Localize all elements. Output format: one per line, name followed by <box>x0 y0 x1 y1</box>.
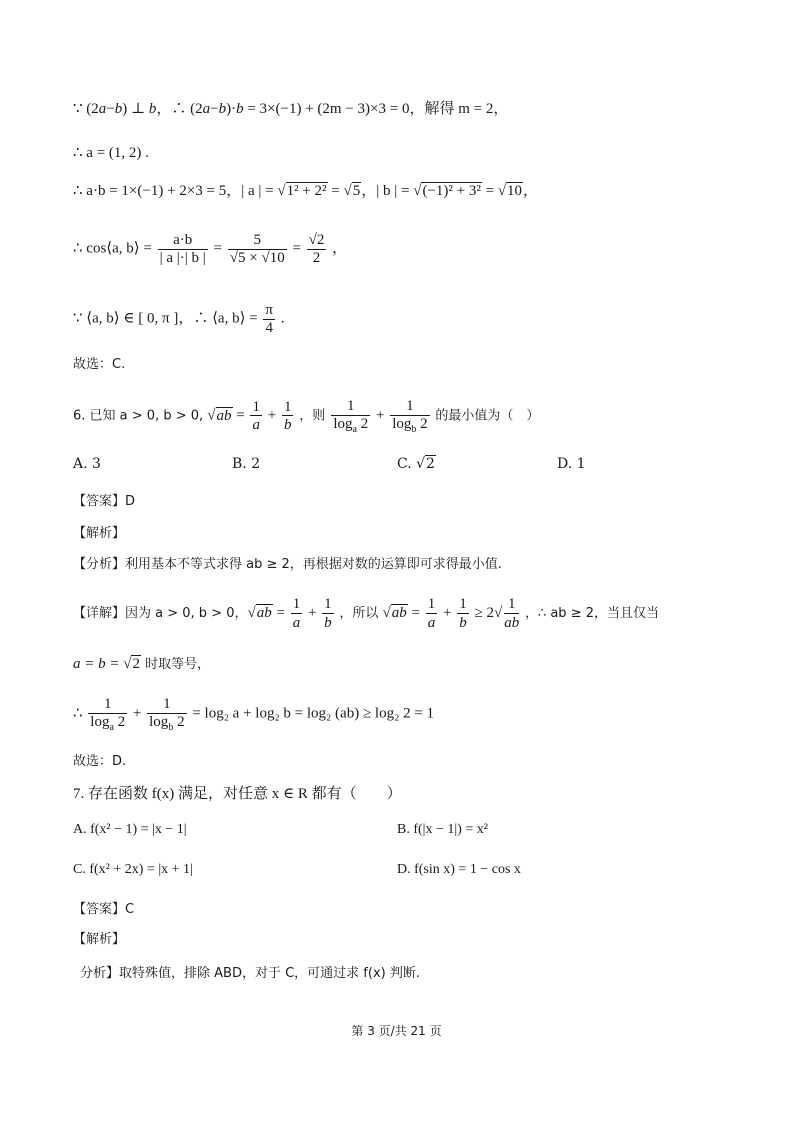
answer-7: 【答案】C <box>73 902 135 917</box>
detail-solution-6-log: ∴ $\frac{1}{\log_a 2}$ + $\frac{1}{\log_b 2}$ = log₂ a + log₂ b = log₂ (ab) ≥ log₂ 2 = 1 <box>73 696 435 733</box>
page-footer: 第 3 页/共 21 页 <box>351 1024 442 1038</box>
question-6: 6. 已知 a > 0, b > 0, √ab = $\frac{1}{a}$ + $\frac{1}{b}$ ，则 $\frac{1}{\log_a 2}$ + $\frac{1}{\log_b 2}$ 的最小值为（ ） <box>73 398 540 435</box>
q6-option-b: B. 2 <box>232 456 261 472</box>
answer-select-5: 故选：C. <box>73 357 126 372</box>
answer-select-6: 故选：D. <box>73 754 127 769</box>
q6-option-c: C. √2 <box>397 456 435 472</box>
solution-line-dot-product: ∴ a·b = 1×(−1) + 2×3 = 5，| a | = √1² + 2² = √5，| b | = √(−1)² + 3² = √10， <box>73 183 539 199</box>
analysis-summary-7: 分析】取特殊值，排除 ABD，对于 C，可通过求 f(x) 判断. <box>80 966 420 981</box>
q7-option-b: B. f(|x − 1|) = x² <box>397 822 488 837</box>
analysis-summary-6: 【分析】利用基本不等式求得 ab ≥ 2，再根据对数的运算即可求得最小值. <box>73 557 502 572</box>
question-7: 7. 存在函数 f(x) 满足，对任意 x ∈ R 都有（ ） <box>73 786 402 802</box>
solution-line-cosine: ∴ cos⟨a, b⟩ = $\frac{a\cdot b}{| a |\cdot| b |}$ = $\frac{5}{√5 \times √10}$ = $\frac{√2}{2}$ ， <box>73 232 348 266</box>
detail-solution-6-equality: a = b = √2 时取等号， <box>73 656 211 672</box>
detail-solution-6: 【详解】因为 a > 0, b > 0，√ab = $\frac{1}{a}$ + $\frac{1}{b}$ ，所以 √ab = $\frac{1}{a}$ + $\frac{1}{b} \ge 2√$ $\frac{1}{ab}$ ，∴ ab ≥ 2，当且仅当 <box>73 596 659 631</box>
q6-option-d: D. 1 <box>557 456 586 472</box>
analysis-heading-6: 【解析】 <box>73 526 126 541</box>
answer-6: 【答案】D <box>73 494 136 509</box>
solution-line-perpendicular: ∵ (2a−b) ⊥ b，∴ (2a−b)·b = 3×(−1) + (2m − 3)×3 = 0，解得 m = 2， <box>73 101 509 117</box>
q7-option-d: D. f(sin x) = 1 − cos x <box>397 862 521 877</box>
solution-line-vector-a: ∴ a = (1, 2) . <box>73 145 149 161</box>
solution-line-angle: ∵ ⟨a, b⟩ ∈ [ 0, π ]，∴ ⟨a, b⟩ = $\frac{\pi}{4}$ . <box>73 302 285 336</box>
q6-option-a: A. 3 <box>73 456 101 472</box>
analysis-heading-7: 【解析】 <box>73 932 126 947</box>
q7-option-a: A. f(x² − 1) = |x − 1| <box>73 822 187 837</box>
q7-option-c: C. f(x² + 2x) = |x + 1| <box>73 862 193 877</box>
